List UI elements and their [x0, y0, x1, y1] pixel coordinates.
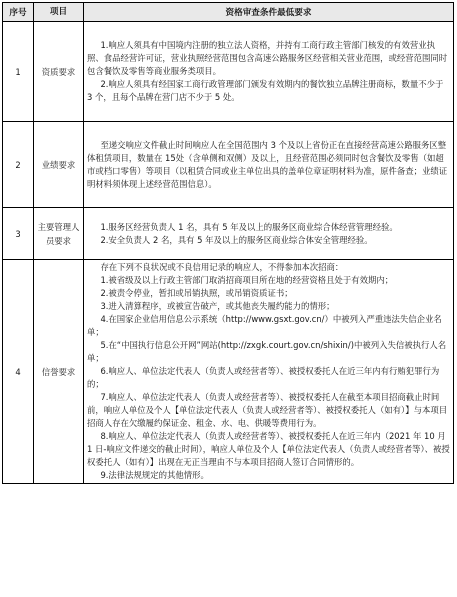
qualification-table: [2, 2, 454, 484]
requirement-paragraph: 7.响应人、单位法定代表人（负责人或经营者等）、被授权委托人在截至本项目招商截止时间前，响应人单位及个人【单位法定代表人（负责人或经营者等）、被授权委托人（如有）】与本项目招商人存在欠缴履约保证金、租金、水、电、供暖等费用行为。: [87, 392, 448, 428]
requirement-paragraph: 2.响应人须具有经国家工商行政管理部门颁发有效期内的餐饮独立品牌注册商标，数量不少于 3 个，且每个品牌在营门店不少于 5 处。: [87, 79, 444, 102]
requirement-paragraph: 存在下列不良状况或不良信用记录的响应人，不得参加本次招商：: [100, 262, 344, 272]
requirement-paragraph: 8.响应人、单位法定代表人（负责人或经营者等）、被授权委托人在近三年内（2021 年 10 月 1 日-响应文件递交的截止时间），响应人单位及个人【单位法定代表人（负责人或经营者等）、被授权委托人（如有）】出现在无正当理由不与本项目招商人签订合同情形的。: [87, 431, 450, 467]
row-requirement: [84, 208, 454, 260]
header-no: 序号: [3, 3, 34, 22]
row-item: 信誉要求: [34, 260, 84, 484]
table-row: [3, 122, 454, 208]
row-requirement: [84, 22, 454, 122]
requirement-paragraph: 2.安全负责人 2 名，具有 5 年及以上的服务区商业综合体安全管理经验。: [100, 234, 373, 245]
row-requirement: [84, 260, 454, 484]
requirement-paragraph: 3.进入清算程序，或被宣告破产，或其他丧失履约能力的情形；: [100, 301, 335, 311]
table-row: [3, 208, 454, 260]
requirement-paragraph: 5.在“中国执行信息公开网”网站(http://zxgk.court.gov.cn/shixin/)中被列入失信被执行人名单；: [87, 340, 447, 363]
row-number: 1: [3, 22, 34, 122]
requirement-paragraph: 1.被省级及以上行政主管部门取消招商项目所在地的经营资格且处于有效期内；: [100, 275, 394, 285]
row-item: 主要管理人员要求: [34, 208, 84, 260]
header-requirement: 资格审查条件最低要求: [84, 3, 454, 22]
header-item: 项目: [34, 3, 84, 22]
requirement-paragraph: 至递交响应文件截止时间响应人在全国范围内 3 个及以上省份正在直接经营高速公路服务区整体租赁项目，数量在 15处（含单侧和双侧）及以上，且经营范围必须同时包含餐饮及零售（如超市或档口零售）等项目（以租赁合同或业主单位出具的盖单位章证明材料为准，原件备查；业绩证明材料须体现上述经营范围信息）。: [87, 139, 448, 189]
requirement-paragraph: 9.法律法规规定的其他情形。: [100, 470, 209, 480]
table-header-row: [3, 3, 454, 22]
requirement-paragraph: 4.在国家企业信用信息公示系统（http://www.gsxt.gov.cn/）中被列入严重违法失信企业名单；: [87, 314, 442, 337]
row-number: 2: [3, 122, 34, 208]
requirement-paragraph: 2.被责令停业，暂扣或吊销执照，或吊销资质证书；: [100, 288, 293, 298]
requirement-paragraph: 6.响应人、单位法定代表人（负责人或经营者等）、被授权委托人在近三年内有行贿犯罪行为的；: [87, 366, 440, 389]
row-number: 3: [3, 208, 34, 260]
table-row: [3, 22, 454, 122]
row-item: 业绩要求: [34, 122, 84, 208]
table-row: [3, 260, 454, 484]
row-requirement: [84, 122, 454, 208]
row-number: 4: [3, 260, 34, 484]
requirement-paragraph: 1.响应人须具有中国境内注册的独立法人资格，并持有工商行政主管部门核发的有效营业执照、食品经营许可证，营业执照经营范围包含高速公路服务区经营相关营业范围，或经营范围同时包含餐饮及零售等商业服务类项目。: [87, 40, 448, 76]
row-item: 资质要求: [34, 22, 84, 122]
requirement-paragraph: 1.服务区经营负责人 1 名，具有 5 年及以上的服务区商业综合体经营管理经验。: [100, 221, 398, 232]
